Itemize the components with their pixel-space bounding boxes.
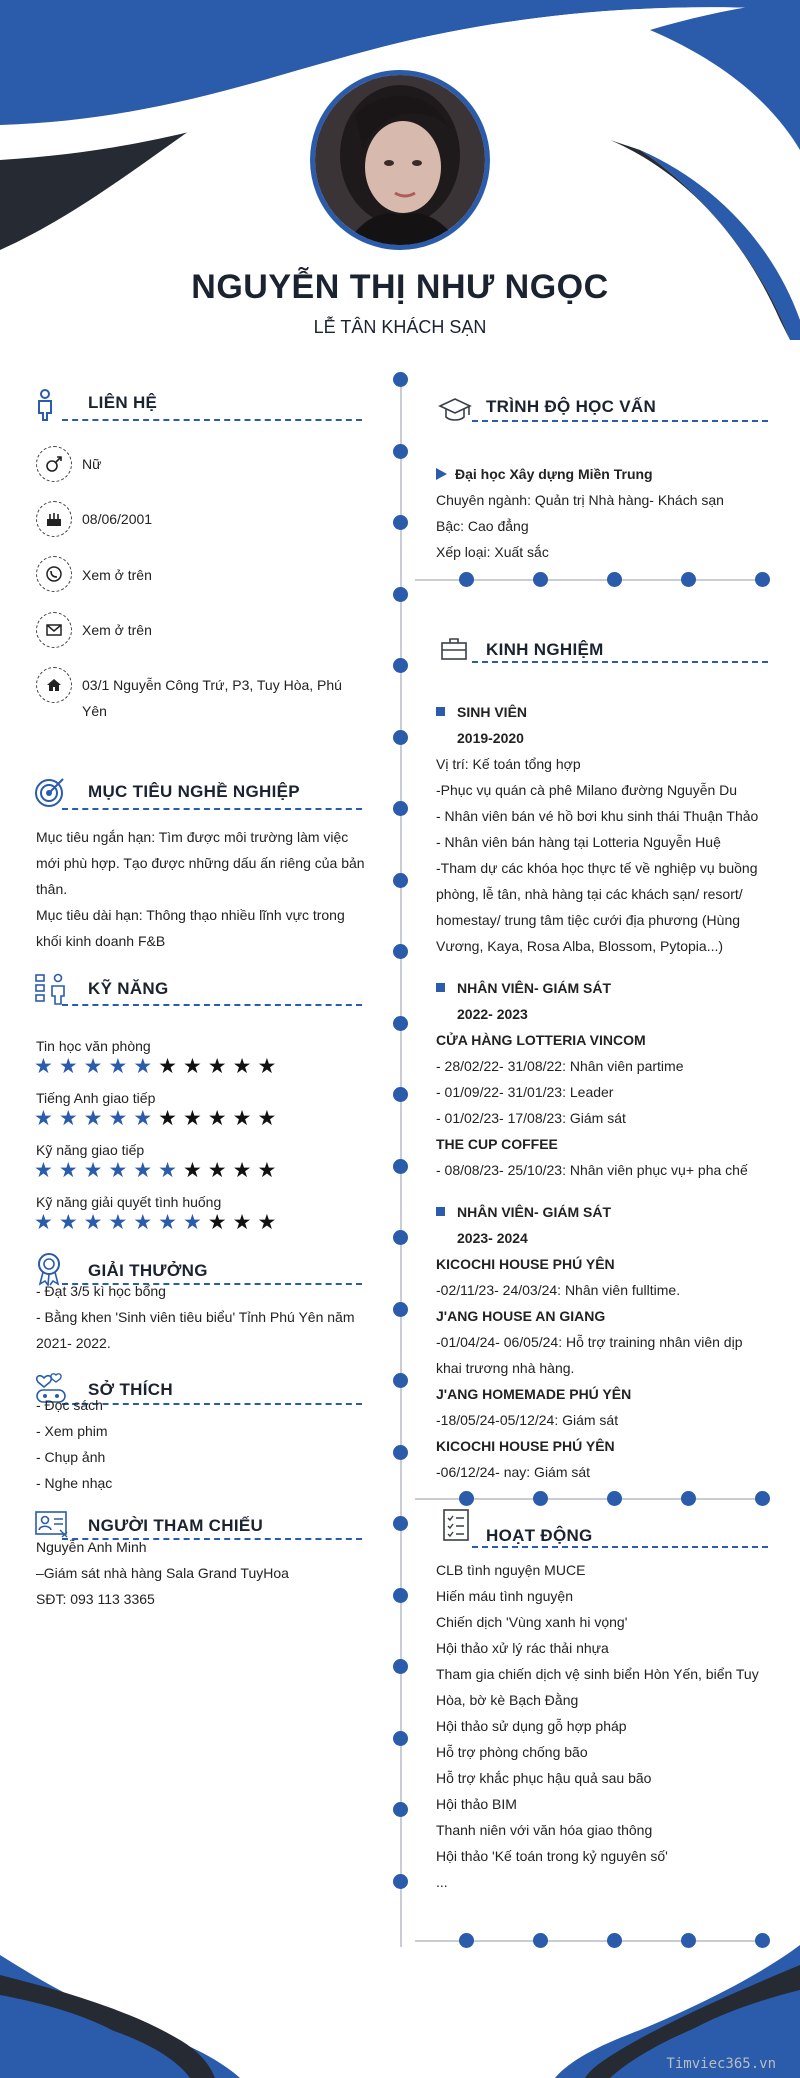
separator-dot: [681, 572, 696, 587]
references-title: NGƯỜI THAM CHIẾU: [88, 1516, 264, 1535]
separator-dot: [459, 1491, 474, 1506]
star-filled-icon: ★: [108, 1055, 134, 1078]
briefcase-icon: [440, 636, 468, 662]
skills-title: KỸ NĂNG: [88, 979, 169, 998]
star-filled-icon: ★: [83, 1211, 109, 1234]
portrait-image: [315, 75, 485, 245]
star-filled-icon: ★: [158, 1211, 183, 1234]
skill-rating: [34, 1212, 282, 1234]
star-empty-icon: ★: [232, 1211, 258, 1234]
bullet-square-icon: [436, 1207, 445, 1216]
skill-name: Tin học văn phòng: [36, 1038, 151, 1054]
bullet-square-icon: [436, 707, 445, 716]
activities-list: CLB tình nguyện MUCE Hiến máu tình nguyện Chiến dịch 'Vùng xanh hi vọng' Hội thảo xử lý rác thải nhựa Tham gia chiến dịch vệ sinh biển Hòn Yến, biển Tuy Hòa, bờ kè Bạch Đằng Hội thảo sử dụng gỗ hợp pháp Hỗ trợ phòng chống bão Hỗ trợ khắc phục hậu quả sau bão Hội thảo BIM Thanh niên với văn hóa giao thông Hội thảo 'Kế toán trong kỷ nguyên số' ...: [436, 1562, 759, 1890]
star-filled-icon: ★: [182, 1211, 208, 1234]
star-filled-icon: ★: [58, 1159, 84, 1182]
timeline-dot: [393, 1874, 408, 1889]
experience-group-student: SINH VIÊN 2019-2020 Vị trí: Kế toán tổng hợp -Phục vụ quán cà phê Milano đường Nguyễn Du - Nhân viên bán vé hồ bơi khu sinh thái Thuận Thảo - Nhân viên bán hàng tại Lotteria Nguyễn Huệ -Tham dự các khóa học thực tế về nghiệp vụ buồng phòng, lễ tân, nhà hàng tại các khách sạn/ resort/ homestay/ trung tâm tiệc cưới địa phương (Hùng Vương, Kaya, Rosa Alba, Blossom, Pytopia...): [436, 704, 759, 954]
timeline-dot: [393, 372, 408, 387]
star-empty-icon: ★: [182, 1159, 208, 1182]
timeline-dot: [393, 1445, 408, 1460]
timeline-dot: [393, 1087, 408, 1102]
star-empty-icon: ★: [182, 1055, 208, 1078]
candidate-name: NGUYỄN THỊ NHƯ NGỌC: [191, 268, 609, 306]
education-details: Đại học Xây dựng Miền Trung Chuyên ngành: Quản trị Nhà hàng- Khách sạn Bậc: Cao đẳng Xếp loại: Xuất sắc: [436, 461, 770, 565]
star-filled-icon: ★: [34, 1107, 59, 1130]
skill-name: Kỹ năng giao tiếp: [36, 1142, 145, 1158]
star-empty-icon: ★: [158, 1107, 183, 1130]
star-empty-icon: ★: [207, 1055, 233, 1078]
education-rule: [472, 420, 768, 422]
skill-rating: [34, 1160, 282, 1182]
birthday-cake-icon: [45, 510, 63, 528]
timeline-dot: [393, 515, 408, 530]
activities-title: HOẠT ĐỘNG: [486, 1526, 593, 1545]
star-filled-icon: ★: [133, 1107, 159, 1130]
timeline-dot: [393, 801, 408, 816]
checklist-icon: [442, 1508, 470, 1542]
star-filled-icon: ★: [133, 1159, 159, 1182]
star-empty-icon: ★: [257, 1107, 283, 1130]
timeline-dot: [393, 1016, 408, 1031]
star-empty-icon: ★: [182, 1107, 208, 1130]
separator-dot: [755, 1491, 770, 1506]
star-empty-icon: ★: [257, 1211, 283, 1234]
mail-icon: [45, 621, 63, 639]
skills-icon: [34, 972, 68, 1006]
activities-rule: [472, 1546, 768, 1548]
awards-title: GIẢI THƯỞNG: [88, 1261, 208, 1280]
timeline-dot: [393, 1659, 408, 1674]
timeline-dot: [393, 1802, 408, 1817]
objective-text: Mục tiêu ngắn hạn: Tìm được môi trường làm việc mới phù hợp. Tạo được những dấu ấn riêng của bản thân. Mục tiêu dài hạn: Thông thạo nhiều lĩnh vực trong khối kinh doanh F&B: [36, 829, 365, 949]
hobbies-title: SỞ THÍCH: [88, 1380, 173, 1399]
separator-dot: [607, 1933, 622, 1948]
timeline-dot: [393, 873, 408, 888]
separator-dot: [533, 572, 548, 587]
contact-title: LIÊN HỆ: [88, 393, 158, 412]
timeline-dot: [393, 1159, 408, 1174]
star-filled-icon: ★: [58, 1107, 84, 1130]
contact-birthday-text: 08/06/2001: [82, 511, 153, 527]
person-icon: [34, 389, 56, 421]
objective-rule: [62, 808, 362, 810]
contact-rule: [62, 419, 362, 421]
awards-text: - Đạt 3/5 kì học bổng - Bằng khen 'Sinh viên tiêu biểu' Tỉnh Phú Yên năm 2021- 2022.: [36, 1283, 355, 1351]
target-icon: [34, 776, 66, 808]
experience-rule: [472, 661, 768, 663]
star-filled-icon: ★: [34, 1055, 59, 1078]
separator-dot: [459, 1933, 474, 1948]
star-filled-icon: ★: [58, 1055, 84, 1078]
star-empty-icon: ★: [232, 1107, 258, 1130]
references-text: Nguyễn Anh Minh –Giám sát nhà hàng Sala Grand TuyHoa SĐT: 093 113 3365: [36, 1539, 289, 1607]
contact-address: [36, 667, 72, 703]
timeline-dot: [393, 587, 408, 602]
star-filled-icon: ★: [108, 1211, 134, 1234]
timeline-dot: [393, 1588, 408, 1603]
separator-dot: [533, 1491, 548, 1506]
separator-dot: [607, 572, 622, 587]
contact-birthday: [36, 501, 72, 537]
graduation-cap-icon: [438, 396, 472, 428]
contact-phone-text: Xem ở trên: [82, 567, 152, 583]
timeline-dot: [393, 1516, 408, 1531]
timeline-dot: [393, 944, 408, 959]
star-filled-icon: ★: [83, 1107, 109, 1130]
star-filled-icon: ★: [133, 1211, 159, 1234]
watermark: Timviec365.vn: [666, 2056, 776, 2072]
education-school: Đại học Xây dựng Miền Trung: [436, 461, 770, 487]
bullet-square-icon: [436, 983, 445, 992]
phone-icon: [45, 565, 63, 583]
experience-group-2022: NHÂN VIÊN- GIÁM SÁT 2022- 2023 CỬA HÀNG LOTTERIA VINCOM - 28/02/22- 31/08/22: Nhân viên partime - 01/09/22- 31/01/23: Leader - 01/02/23- 17/08/23: Giám sát THE CUP COFFEE - 08/08/23- 25/10/23: Nhân viên phục vụ+ pha chế: [436, 980, 748, 1178]
star-filled-icon: ★: [34, 1211, 59, 1234]
profile-photo: [310, 70, 490, 250]
objective-title: MỤC TIÊU NGHỀ NGHIỆP: [88, 782, 300, 801]
separator-dot: [755, 572, 770, 587]
home-icon: [45, 676, 63, 694]
star-empty-icon: ★: [158, 1055, 183, 1078]
contact-phone: [36, 556, 72, 592]
gender-icon: [45, 455, 63, 473]
star-filled-icon: ★: [83, 1159, 109, 1182]
timeline-dot: [393, 444, 408, 459]
contact-email-text: Xem ở trên: [82, 622, 152, 638]
star-empty-icon: ★: [207, 1211, 233, 1234]
separator-dot: [607, 1491, 622, 1506]
star-empty-icon: ★: [232, 1159, 258, 1182]
star-empty-icon: ★: [207, 1107, 233, 1130]
star-empty-icon: ★: [257, 1055, 283, 1078]
timeline-dot: [393, 1230, 408, 1245]
timeline-dot: [393, 730, 408, 745]
hobbies-list: - Đọc sách - Xem phim - Chụp ảnh - Nghe nhạc: [36, 1397, 113, 1491]
contact-gender-text: Nữ: [82, 456, 102, 472]
star-filled-icon: ★: [83, 1055, 109, 1078]
timeline-dot: [393, 1731, 408, 1746]
job-title: LỄ TÂN KHÁCH SẠN: [313, 317, 487, 337]
separator-dot: [755, 1933, 770, 1948]
timeline-dot: [393, 1302, 408, 1317]
bullet-triangle-icon: [436, 468, 447, 480]
skill-rating: [34, 1108, 282, 1130]
timeline-dot: [393, 658, 408, 673]
skills-rule: [62, 1004, 362, 1006]
star-filled-icon: ★: [158, 1159, 183, 1182]
experience-title: KINH NGHIỆM: [486, 640, 604, 659]
star-empty-icon: ★: [257, 1159, 283, 1182]
experience-group-2023: NHÂN VIÊN- GIÁM SÁT 2023- 2024 KICOCHI HOUSE PHÚ YÊN -02/11/23- 24/03/24: Nhân viên fulltime. J'ANG HOUSE AN GIANG -01/04/24- 06/05/24: Hỗ trợ training nhân viên dịp khai trương nhà hàng. J'ANG HOMEMADE PHÚ YÊN -18/05/24-05/12/24: Giám sát KICOCHI HOUSE PHÚ YÊN -06/12/24- nay: Giám sát: [436, 1204, 743, 1480]
separator-dot: [681, 1491, 696, 1506]
contact-address-text: 03/1 Nguyễn Công Trứ, P3, Tuy Hòa, Phú Yên: [82, 677, 342, 719]
star-filled-icon: ★: [108, 1107, 134, 1130]
star-filled-icon: ★: [133, 1055, 159, 1078]
timeline-dot: [393, 1373, 408, 1388]
skill-name: Tiếng Anh giao tiếp: [36, 1090, 156, 1106]
education-title: TRÌNH ĐỘ HỌC VẤN: [486, 397, 657, 416]
separator-dot: [681, 1933, 696, 1948]
skill-rating: [34, 1056, 282, 1078]
star-empty-icon: ★: [232, 1055, 258, 1078]
separator-dot: [533, 1933, 548, 1948]
star-filled-icon: ★: [58, 1211, 84, 1234]
skill-name: Kỹ năng giải quyết tình huống: [36, 1194, 222, 1210]
contact-gender: [36, 446, 72, 482]
contact-email: [36, 612, 72, 648]
separator-dot: [459, 572, 474, 587]
star-empty-icon: ★: [207, 1159, 233, 1182]
star-filled-icon: ★: [108, 1159, 134, 1182]
star-filled-icon: ★: [34, 1159, 59, 1182]
